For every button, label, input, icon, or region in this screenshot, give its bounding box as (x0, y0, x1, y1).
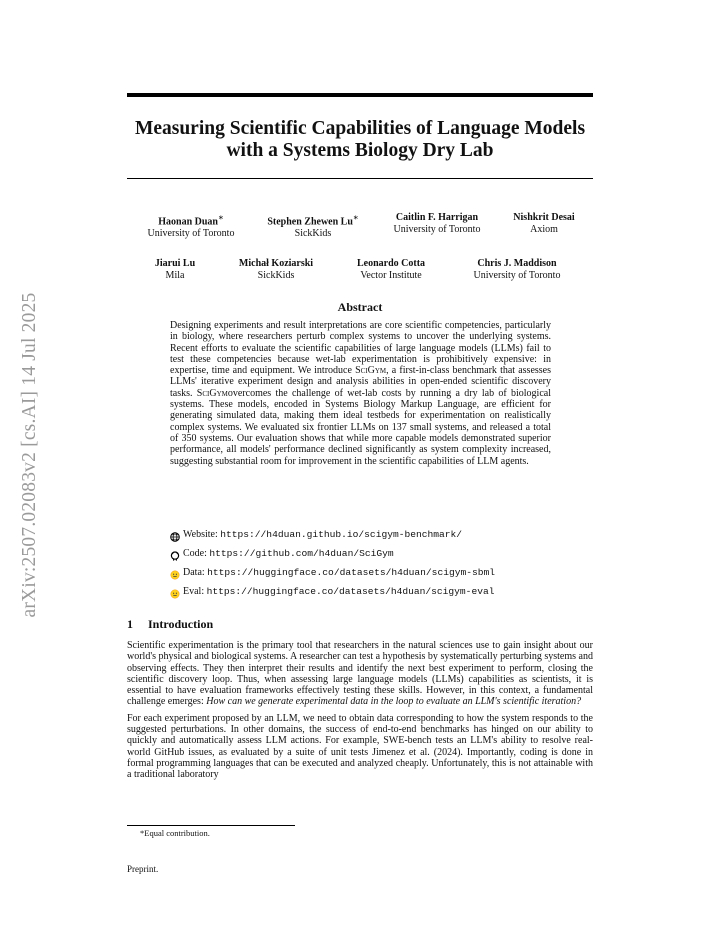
author-affiliation: SickKids (257, 269, 295, 281)
introduction-body (127, 640, 593, 786)
data-url[interactable]: https://huggingface.co/datasets/h4duan/scigym-sbml (207, 567, 496, 578)
author-affiliation: University of Toronto (147, 227, 235, 239)
section-heading-introduction (127, 617, 213, 632)
abstract-body (170, 320, 551, 467)
arxiv-stamp-text: arXiv:2507.02083v2 [cs.AI] 14 Jul 2025 (19, 292, 40, 618)
equal-contribution-mark: ∗ (217, 213, 224, 222)
author-affiliation: University of Toronto (473, 269, 561, 281)
abstract-text: overcomes the challenge of wet-lab costs by running a dry lab of biological systems. These models, encoded in Systems Biology Markup Language, are efficient for generating simulated data, making them ideal testbeds for experimentation on realistically complex systems. We evaluated six frontier LLMs on 137 small systems, and released a total of 350 systems. Our evaluation shows that while more capable models demonstrated superior performance, all models' performance declined significantly as system complexity increased, suggesting substantial room for improvement in the scientific capabilities of LLM agents. (170, 387, 551, 467)
author-affiliation: SickKids (294, 227, 332, 239)
author-name: Jiarui Lu (154, 258, 196, 269)
arxiv-stamp (10, 270, 50, 640)
author-block (148, 212, 235, 239)
link-label: Data: (183, 567, 205, 578)
huggingface-icon (170, 587, 180, 597)
resource-links (170, 525, 495, 601)
footnote-rule (127, 825, 295, 826)
website-link-row (170, 525, 495, 544)
author-block (239, 258, 313, 281)
section-title: Introduction (148, 617, 214, 631)
author-affiliation: Mila (165, 269, 185, 281)
emphasized-question: How can we generate experimental data in the loop to evaluate an LLM's scientific iteration? (206, 696, 582, 708)
website-url[interactable]: https://h4duan.github.io/scigym-benchmark/ (220, 529, 463, 540)
benchmark-name: SciGym (196, 387, 228, 399)
abstract-heading: Abstract (337, 300, 383, 314)
globe-icon (170, 530, 180, 540)
huggingface-icon (170, 568, 180, 578)
author-block (267, 212, 358, 239)
title-line-1: Measuring Scientific Capabilities of Language Models (134, 118, 586, 139)
github-icon (170, 549, 180, 559)
author-block (474, 258, 561, 281)
data-link-row (170, 563, 495, 582)
author-affiliation: Axiom (530, 223, 558, 235)
author-name: Leonardo Cotta (356, 258, 426, 269)
author-name: Stephen Zhewen Lu (267, 216, 353, 228)
author-block (357, 258, 425, 281)
abstract-text: , a first-in-class benchmark that assesses LLMs' iterative experiment design and analysis abilities in open-ended scientific discovery tasks. (170, 365, 551, 399)
section-number: 1 (127, 617, 133, 631)
paper-title (127, 118, 593, 162)
intro-paragraph-2: For each experiment proposed by an LLM, we need to obtain data corresponding to how the system responds to the suggested perturbations. In other domains, the success of end-to-end benchmarks has hinged on our ability to quickly and automatically assess LLM actions. For example, SWE-bench tests an LLM's ability to resolve real-world GitHub issues, as evaluated by a suite of unit tests Jimenez et al. (2024). Importantly, coding is done in formal programming languages that can be executed and analyzed cheaply. Unfortunately, this is not attainable with a traditional laboratory (127, 712, 593, 781)
author-name: Nishkrit Desai (513, 212, 575, 223)
title-bottom-rule (127, 178, 593, 179)
intro-paragraph-1 (127, 640, 593, 708)
author-name: Caitlin F. Harrigan (395, 212, 479, 223)
abstract-text: Designing experiments and result interpretations are core scientific competencies, particularly in biology, where researchers perturb complex systems to uncover the underlying systems. Recent efforts to evaluate the scientific capabilities of large language models (LLMs) fail to test these competencies because wet-lab experimentation is prohibitively expensive: in expertise, time and equipment. We introduce (170, 320, 551, 377)
paragraph-text: Scientific experimentation is the primary tool that researchers in the natural sciences use to gain insight about our world's physical and biological systems. A researcher can test a hypothesis by systematically perturbing systems and observing effects. They then interpret their results and identify the next best experiment to perform, closing the scientific discovery loop. Thus, when assessing large language models (LLMs) capabilities as scientists, it is essential to have evaluation frameworks effectively testing these skills. However, in this context, a fundamental challenge emerges: (127, 640, 593, 708)
author-block (513, 212, 574, 235)
preprint-label: Preprint. (127, 864, 159, 874)
link-label: Eval: (183, 586, 205, 597)
link-label: Website: (183, 529, 218, 540)
code-link-row (170, 544, 495, 563)
benchmark-name: SciGym (355, 365, 387, 377)
author-block (155, 258, 195, 281)
equal-contribution-mark: ∗ (352, 213, 359, 222)
author-block (394, 212, 481, 235)
footnote: *Equal contribution. (140, 828, 210, 838)
eval-url[interactable]: https://huggingface.co/datasets/h4duan/scigym-eval (206, 586, 495, 597)
title-top-rule (127, 93, 593, 97)
code-url[interactable]: https://github.com/h4duan/SciGym (209, 548, 394, 559)
eval-link-row (170, 582, 495, 601)
author-name: Chris J. Maddison (477, 258, 557, 269)
author-affiliation: University of Toronto (393, 223, 481, 235)
title-line-2: with a Systems Biology Dry Lab (226, 140, 494, 161)
author-name: Haonan Duan (158, 216, 218, 228)
author-affiliation: Vector Institute (360, 269, 422, 281)
author-name: Michał Koziarski (238, 258, 314, 269)
link-label: Code: (183, 548, 207, 559)
